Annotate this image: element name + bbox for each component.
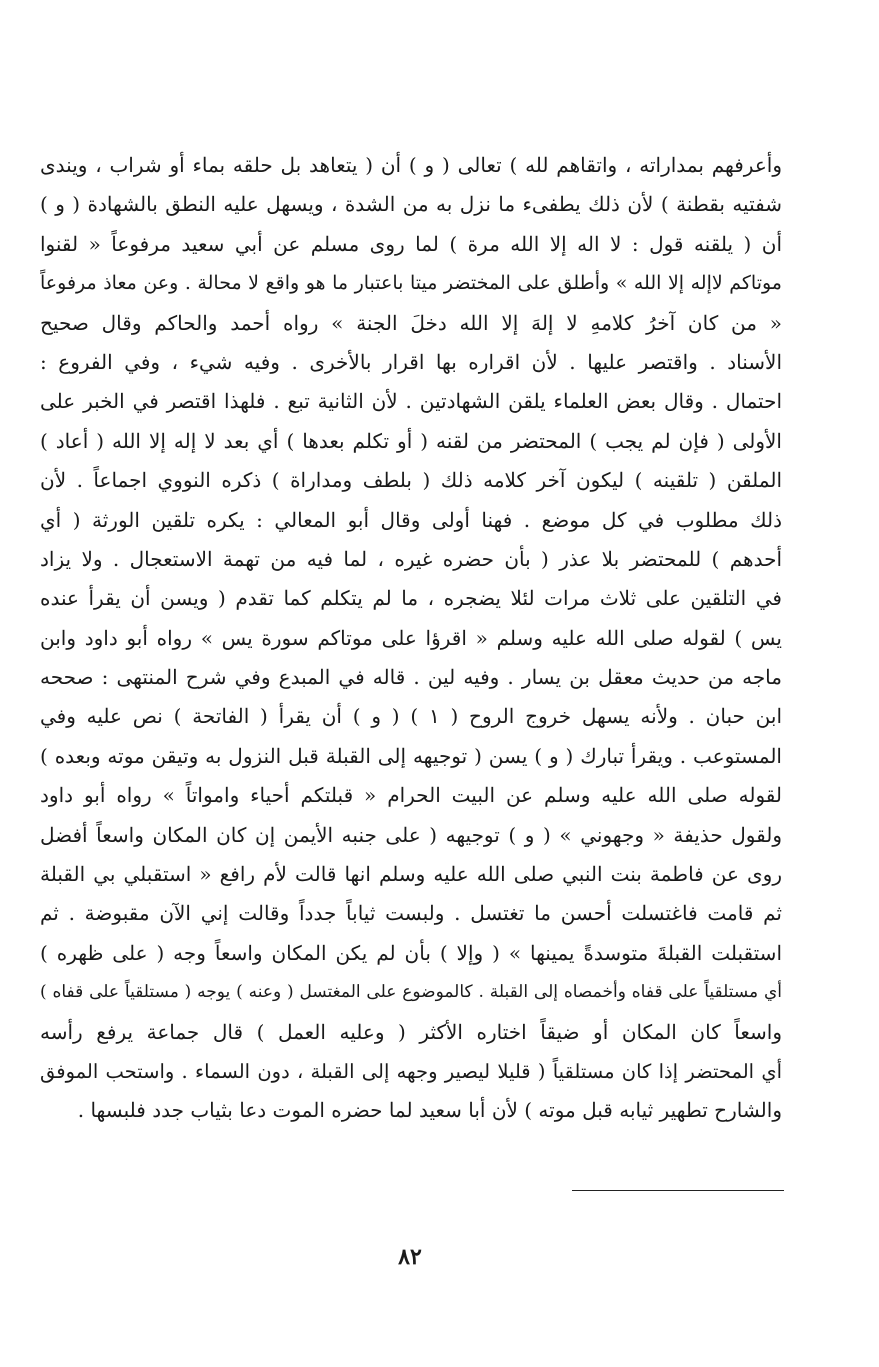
text-line: روى عن فاطمة بنت النبي صلى الله عليه وسلم انها قالت لأم رافع « استقبلي بي القبلة xyxy=(40,862,782,887)
text-line: ابن حبان . ولأنه يسهل خروج الروح ( ١ ) ( و ) أن يقرأ ( الفاتحة ) نص عليه وفي xyxy=(40,704,782,729)
body-text xyxy=(40,146,782,1131)
text-line: في التلقين على ثلاث مرات لئلا يضجره ، ما لم يتكلم كما تقدم ( ويسن أن يقرأ عنده xyxy=(40,586,782,611)
text-line: ماجه من حديث معقل بن يسار . وفيه لين . قاله في المبدع وفي شرح المنتهى : صححه xyxy=(40,665,782,690)
page-number: ٨٢ xyxy=(398,1244,422,1270)
text-line: الأولى ( فإن لم يجب ) المحتضر من لقنه ( أو تكلم بعدها ) أي بعد لا إله إلا الله ( أعاد ) xyxy=(40,428,782,453)
text-line: واسعاً كان المكان أو ضيقاً اختاره الأكثر ( وعليه العمل ) قال جماعة يرفع رأسه xyxy=(40,1019,782,1044)
text-line: وأعرفهم بمداراته ، واتقاهم لله ) تعالى ( و ) أن ( يتعاهد بل حلقه بماء أو شراب ، ويندى xyxy=(40,153,782,177)
text-line: استقبلت القبلةَ متوسدةً يمينها » ( وإلا ) بأن لم يكن المكان واسعاً وجه ( على ظهره ) xyxy=(40,940,782,965)
footnote-separator xyxy=(572,1190,784,1191)
text-line: ذلك مطلوب في كل موضع . فهنا أولى وقال أبو المعالي : يكره تلقين الورثة ( أي xyxy=(40,507,782,532)
text-line: ولقول حذيفة « وجهوني » ( و ) توجيهه ( على جنبه الأيمن إن كان المكان واسعاً أفضل xyxy=(40,822,782,847)
text-line: المستوعب . ويقرأ تبارك ( و ) يسن ( توجيهه إلى القبلة قبل النزول به وتيقن موته وبعده ) xyxy=(40,743,782,768)
text-line: أي مستلقياً على قفاه وأخمصاه إلى القبلة . كالموضوع على المغتسل ( وعنه ) يوجه ( مستلقياً على قفاه ) xyxy=(40,982,782,1003)
text-line: أن ( يلقنه قول : لا اله إلا الله مرة ) لما روى مسلم عن أبي سعيد مرفوعاً « لقنوا xyxy=(40,231,782,256)
text-line: أحدهم ) للمحتضر بلا عذر ( بأن حضره غيره ، لما فيه من تهمة الاستعجال . ولا يزاد xyxy=(40,546,782,571)
text-line: موتاكم لاإله إلا الله » وأطلق على المختضر ميتا باعتبار ما هو واقع لا محالة . وعن معاذ مرفوعاً xyxy=(40,272,782,295)
text-line: أي المحتضر إذا كان مستلقياً ( قليلا ليصير وجهه إلى القبلة ، دون السماء . واستحب الموفق xyxy=(40,1059,782,1083)
text-line: شفتيه بقطنة ) لأن ذلك يطفىء ما نزل به من الشدة ، ويسهل عليه النطق بالشهادة ( و ) xyxy=(40,192,782,217)
text-line: لقوله صلى الله عليه وسلم عن البيت الحرام « قبلتكم أحياء وامواتاً » رواه أبو داود xyxy=(40,783,782,808)
text-line: الأسناد . واقتصر عليها . لأن اقراره بها اقرار بالأخرى . وفيه شيء ، وفي الفروع : xyxy=(40,349,782,374)
text-line: والشارح تطهير ثيابه قبل موته ) لأن أبا سعيد لما حضره الموت دعا بثياب جدد فلبسها . xyxy=(77,1098,782,1123)
text-line: يس ) لقوله صلى الله عليه وسلم « اقرؤا على موتاكم سورة يس » رواه أبو داود وابن xyxy=(40,625,782,650)
text-line: الملقن ( تلقينه ) ليكون آخر كلامه ذلك ( بلطف ومداراة ) ذكره النووي اجماعاً . لأن xyxy=(40,468,782,493)
text-line: احتمال . وقال بعض العلماء يلقن الشهادتين . لأن الثانية تبع . فلهذا اقتصر في الخبر على xyxy=(40,389,782,414)
text-line: « من كان آخرُ كلامهِ لا إلهَ إلا الله دخلَ الجنة » رواه أحمد والحاكم وقال صحيح xyxy=(40,310,782,335)
text-line: ثم قامت فاغتسلت أحسن ما تغتسل . ولبست ثياباً جدداً وقالت إني الآن مقبوضة . ثم xyxy=(40,901,782,926)
